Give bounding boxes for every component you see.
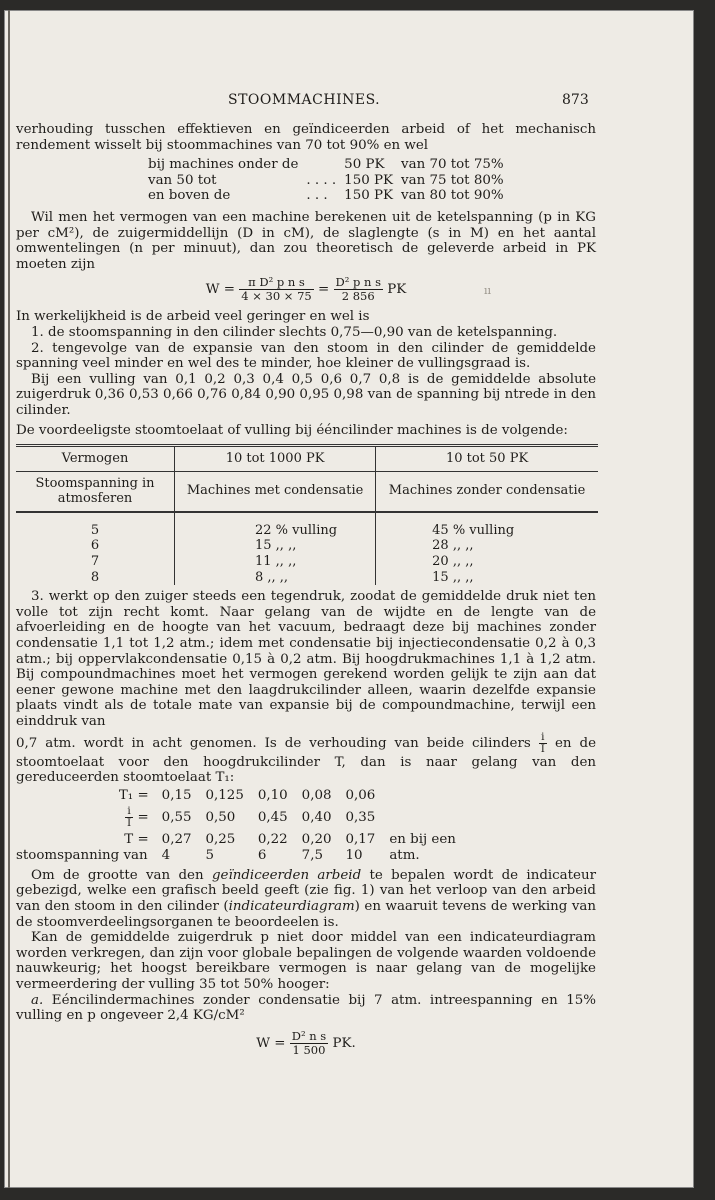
formula-fraction bbox=[290, 1030, 328, 1057]
fraction-denominator: 1 500 bbox=[292, 1042, 326, 1057]
reality-paragraph: In werkelijkheid is de arbeid veel geringer en wel is bbox=[16, 309, 370, 325]
page-header bbox=[4, 92, 694, 112]
efficiency-pk: 150 PK bbox=[344, 172, 394, 188]
cell-spanning: 8 bbox=[90, 569, 100, 585]
emphasis-text: geïndiceerden arbeid bbox=[211, 867, 362, 883]
formula-lhs: W = bbox=[256, 1035, 286, 1051]
t-value: 0,17 bbox=[345, 831, 376, 847]
emphasis-text: indicateurdiagram bbox=[228, 898, 355, 914]
t-value: 0,25 bbox=[205, 831, 236, 847]
pressure-value: 5 bbox=[205, 847, 215, 863]
cell-zonder: 15 ,, ,, bbox=[376, 570, 598, 586]
pressure-row bbox=[16, 848, 463, 864]
list-item-2: 2. tengevolge van de expansie van den stoom in den cilinder de gemiddelde spanning veel minder en wel des te minder, hoe kleiner de vullingsgraad is. bbox=[16, 340, 596, 372]
table-intro-paragraph: De voordeeligste stoomtoelaat of vulling bij ééncilinder machines is de volgende: bbox=[16, 422, 568, 438]
item-a-label: a. bbox=[31, 992, 44, 1008]
margin-mark: ıı bbox=[484, 284, 492, 297]
cell-zonder: 45 % vulling bbox=[376, 523, 598, 539]
fraction-numerator: π D² p n s bbox=[239, 276, 313, 290]
table-row bbox=[16, 523, 598, 539]
ratio-value: 0,35 bbox=[345, 809, 376, 825]
ratio-value: 0,50 bbox=[205, 809, 236, 825]
header-range-2: 10 tot 50 PK bbox=[376, 446, 598, 472]
cell-met: 22 % vulling bbox=[175, 523, 376, 539]
fraction-denominator: I bbox=[540, 742, 545, 755]
efficiency-label: bij machines onder de bbox=[148, 157, 299, 173]
fraction-denominator: 2 856 bbox=[341, 289, 375, 304]
t1-value: 0,15 bbox=[161, 787, 192, 803]
fraction-numerator: i bbox=[125, 806, 133, 818]
cell-met: 11 ,, ,, bbox=[175, 554, 376, 570]
item-a-text: Eéncilindermachines zonder condensatie bij 7 atm. intreespanning en 15% vulling en p ongeveer 2,4 KG/cM² bbox=[16, 992, 596, 1024]
ratio-label: $\frac{i}{I}$ = bbox=[127, 804, 149, 829]
t-label: T = bbox=[124, 831, 149, 847]
cell-spanning: 6 bbox=[90, 538, 100, 554]
book-page bbox=[4, 10, 694, 1188]
t1-value: 0,10 bbox=[257, 787, 288, 803]
formula-lhs: W = bbox=[205, 282, 235, 298]
mean-pressure-paragraph: Kan de gemiddelde zuigerdruk p niet door middel van een indicateurdiagram worden verkregen, dan zijn voor globale bepalingen de volgende waarden voldoende nauwkeurig; het hoogst bereikbare vermogen is naar gelang van de mogelijke vermeerdering der vulling 35 tot 50% hooger: bbox=[16, 930, 596, 992]
header-met-condensatie: Machines met condensatie bbox=[175, 471, 376, 512]
t1-value: 0,125 bbox=[205, 787, 244, 803]
efficiency-label: van 50 tot bbox=[148, 172, 217, 188]
work-paragraph: Wil men het vermogen van een machine berekenen uit de ketelspanning (p in KG per cM²), de zuigermiddellijn (D in cM), de slaglengte (s in M) en het aantal omwentelingen (n per minuut), dan zou theoretisch de geleverde arbeid in PK moeten zijn bbox=[16, 209, 596, 272]
fraction-numerator: D² n s bbox=[291, 1028, 327, 1043]
efficiency-dots: . . . . bbox=[306, 172, 337, 188]
t-row bbox=[16, 832, 463, 848]
cell-met: 8 ,, ,, bbox=[175, 570, 376, 586]
formula-unit: PK. bbox=[332, 1035, 356, 1051]
list-item-1: 1. de stoomspanning in den cilinder slechts 0,75—0,90 van de ketelspanning. bbox=[31, 324, 558, 340]
reduced-cutoff-table bbox=[16, 788, 463, 864]
page-body bbox=[16, 122, 596, 1063]
table-header-row bbox=[16, 446, 598, 472]
pressure-value: 10 bbox=[345, 847, 363, 863]
t-suffix: en bij een bbox=[389, 831, 456, 847]
table-subheader-row bbox=[16, 471, 598, 512]
table-row bbox=[16, 554, 598, 570]
intro-paragraph: verhouding tusschen effektieven en geïndiceerden arbeid of het mechanisch rendement wisselt bij stoommachines van 70 tot 90% en wel bbox=[16, 122, 596, 153]
t1-value: 0,08 bbox=[301, 787, 332, 803]
power-formula bbox=[16, 276, 596, 303]
efficiency-pk: 150 PK bbox=[344, 188, 394, 204]
cell-met: 15 ,, ,, bbox=[175, 538, 376, 554]
list-item-a bbox=[16, 993, 596, 1024]
ratio-value: 0,55 bbox=[161, 809, 192, 825]
fraction-denominator: I bbox=[127, 816, 132, 829]
pressure-value: 7,5 bbox=[301, 847, 323, 863]
fraction-numerator: i bbox=[539, 732, 547, 744]
efficiency-range: van 75 tot 80% bbox=[401, 172, 504, 188]
list-item-3: 3. werkt op den zuiger steeds een tegendruk, zoodat de gemiddelde druk niet ten volle tot zijn recht komt. Naar gelang van de wijdte en de lengte van de afvoerleiding en de hoogte van het vacuum, bedraagt deze bij machines zonder condensatie 1,1 tot 1,2 atm.; idem met condensatie bij injectiecondensatie 0,2 à 0,3 atm.; bij oppervlakcondensatie 0,15 à 0,2 atm. Bij hoogdrukmachines 1,1 à 1,2 atm. Bij compoundmachines moet het vermogen gerekend worden gelijk te zijn aan dat eener gewone machine met den laagdrukcilinder alleen, waarin dezelfde expansie plaats vindt als de totale mate van expansie bij de compoundmachine, terwijl een einddruk van bbox=[16, 589, 596, 729]
header-zonder-condensatie: Machines zonder condensatie bbox=[376, 471, 598, 512]
efficiency-row bbox=[144, 173, 508, 189]
item3-text-pre: 0,7 atm. wordt in acht genomen. Is de verhouding van beide cilinders bbox=[16, 735, 531, 751]
header-stoomspanning: Stoomspanning in atmosferen bbox=[16, 471, 175, 512]
mechanical-efficiency-table bbox=[144, 157, 508, 204]
formula-equals: = bbox=[318, 282, 330, 298]
filling-paragraph: Bij een vulling van 0,1 0,2 0,3 0,4 0,5 0,6 0,7 0,8 is de gemiddelde absolute zuigerdruk 0,36 0,53 0,66 0,76 0,84 0,90 0,95 0,98 van de spanning bij ntrede in den cilinder. bbox=[16, 371, 596, 418]
efficiency-row bbox=[144, 157, 508, 173]
table-row bbox=[16, 538, 598, 554]
ratio-value: 0,40 bbox=[301, 809, 332, 825]
ratio-fraction bbox=[125, 806, 133, 829]
list-item-3-continued bbox=[16, 732, 596, 786]
page-margin-rule bbox=[8, 10, 10, 1188]
ratio-row bbox=[16, 804, 463, 832]
efficiency-row bbox=[144, 188, 508, 204]
cutoff-table bbox=[16, 444, 598, 585]
efficiency-pk: 50 PK bbox=[344, 157, 385, 173]
cell-spanning: 7 bbox=[90, 554, 100, 570]
t1-label: T₁ = bbox=[118, 787, 149, 803]
efficiency-dots bbox=[302, 157, 340, 173]
item3-text-post: en de stoomtoelaat voor den hoogdrukcilinder T, dan is naar gelang van den gereduceerden stoomtoelaat T₁: bbox=[16, 735, 596, 786]
formula-unit: PK bbox=[387, 282, 407, 298]
t-value: 0,22 bbox=[257, 831, 288, 847]
efficiency-label: en boven de bbox=[148, 188, 231, 204]
efficiency-dots: . . . bbox=[306, 188, 328, 204]
cell-zonder: 28 ,, ,, bbox=[376, 538, 598, 554]
running-title: STOOMMACHINES. bbox=[228, 92, 381, 108]
t1-value: 0,06 bbox=[345, 787, 376, 803]
pressure-suffix: atm. bbox=[389, 847, 420, 863]
pressure-value: 6 bbox=[257, 847, 267, 863]
page-number: 873 bbox=[562, 92, 589, 108]
ratio-value: 0,45 bbox=[257, 809, 288, 825]
t-value: 0,27 bbox=[161, 831, 192, 847]
t-value: 0,20 bbox=[301, 831, 332, 847]
formula-fraction bbox=[239, 276, 313, 303]
pressure-label: stoomspanning van bbox=[16, 847, 148, 863]
cell-zonder: 20 ,, ,, bbox=[376, 554, 598, 570]
formula-fraction bbox=[334, 276, 383, 303]
fraction-denominator: 4 × 30 × 75 bbox=[241, 289, 312, 304]
table-row bbox=[16, 570, 598, 586]
efficiency-range: van 80 tot 90% bbox=[401, 188, 504, 204]
indicator-paragraph: Om de grootte van den geïndiceerden arbeid te bepalen wordt de indicateur gebezigd, welke een grafisch beeld geeft (zie fig. 1) van het verloop van den arbeid van den stoom in den cilinder (indicateurdiagram) en waaruit tevens de werking van de stoomverdeelingsorganen te beoordeelen is. bbox=[16, 867, 596, 930]
cylinder-ratio-fraction bbox=[539, 732, 547, 755]
t1-row bbox=[16, 788, 463, 804]
single-cylinder-formula bbox=[16, 1030, 596, 1057]
header-vermogen: Vermogen bbox=[16, 446, 175, 472]
efficiency-range: van 70 tot 75% bbox=[401, 157, 504, 173]
fraction-numerator: D² p n s bbox=[335, 275, 381, 290]
pressure-value: 4 bbox=[161, 847, 171, 863]
cell-spanning: 5 bbox=[90, 522, 100, 538]
header-range-1: 10 tot 1000 PK bbox=[175, 446, 376, 472]
